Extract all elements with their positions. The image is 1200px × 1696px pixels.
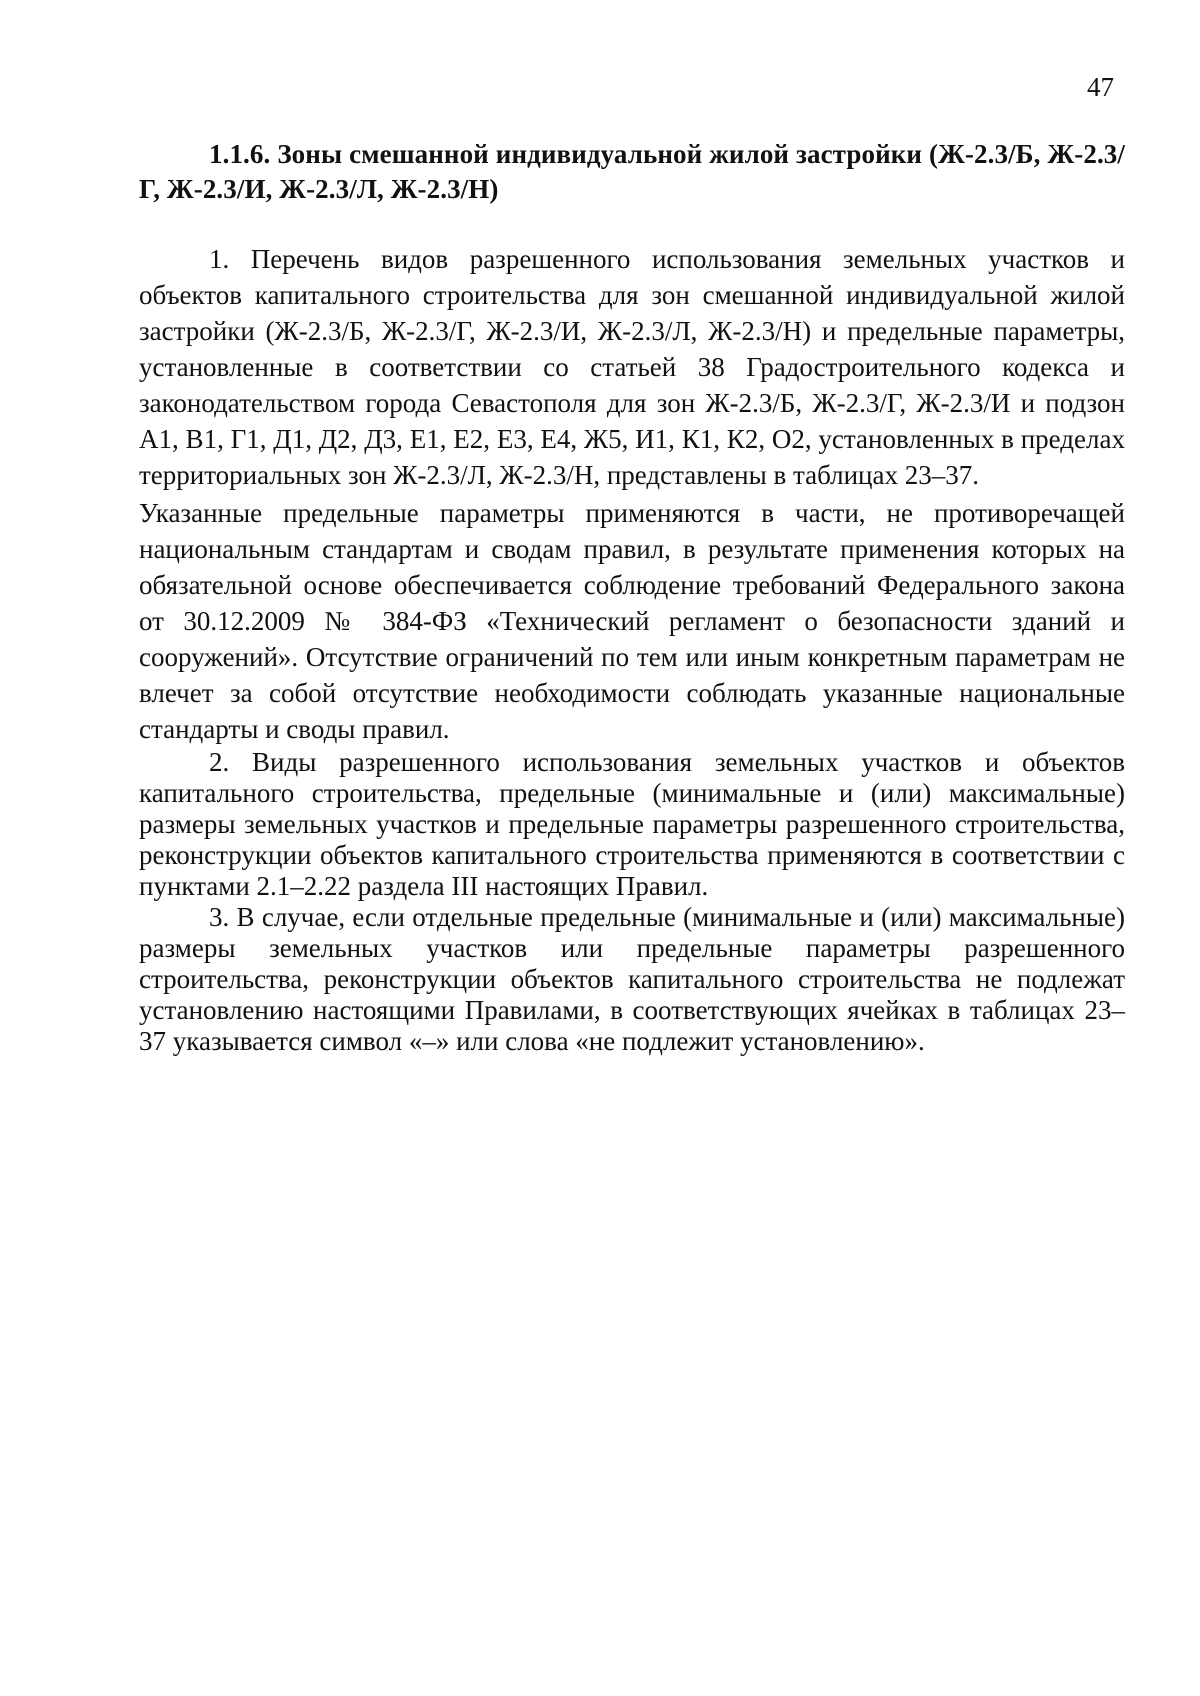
paragraph-3: 3. В случае, если отдельные предельные (минимальные и (или) максимальные) размеры земельных участков или предельные параметры разрешенного строительства, реконструкции объектов капитального строительства не подлежат установлению настоящими Правилами, в соответствующих ячейках в таблицах 23–37 указывается символ «–» или слова «не подлежит установлению». xyxy=(139,902,1125,1056)
section-heading: 1.1.6. Зоны смешанной индивидуальной жилой застройки (Ж-2.3/Б, Ж-2.3/Г, Ж-2.3/И, Ж-2.3/Л, Ж-2.3/Н) xyxy=(139,139,1125,204)
paragraph-1-continuation: Указанные предельные параметры применяются в части, не противоречащей национальным стандартам и сводам правил, в результате применения которых на обязательной основе обеспечивается соблюдение требований Федерального закона от 30.12.2009 № 384-ФЗ «Технический регламент о безопасности зданий и сооружений». Отсутствие ограничений по тем или иным конкретным параметрам не влечет за собой отсутствие необходимости соблюдать указанные национальные стандарты и своды правил. xyxy=(139,498,1125,744)
page-number: 47 xyxy=(1087,72,1114,102)
paragraph-2: 2. Виды разрешенного использования земельных участков и объектов капитального строительства, предельные (минимальные и (или) максимальные) размеры земельных участков и предельные параметры разрешенного строительства, реконструкции объектов капитального строительства применяются в соответствии с пунктами 2.1–2.22 раздела III настоящих Правил. xyxy=(139,747,1125,901)
document-body xyxy=(139,137,1125,1057)
paragraph-1: 1. Перечень видов разрешенного использования земельных участков и объектов капитального строительства для зон смешанной индивидуальной жилой застройки (Ж-2.3/Б, Ж-2.3/Г, Ж-2.3/И, Ж-2.3/Л, Ж-2.3/Н) и предельные параметры, установленные в соответствии со статьей 38 Градостроительного кодекса и законодательством города Севастополя для зон Ж-2.3/Б, Ж-2.3/Г, Ж-2.3/И и подзон А1, В1, Г1, Д1, Д2, Д3, Е1, Е2, Е3, Е4, Ж5, И1, К1, К2, О2, установленных в пределах территориальных зон Ж-2.3/Л, Ж-2.3/Н, представлены в таблицах 23–37. xyxy=(139,244,1125,490)
